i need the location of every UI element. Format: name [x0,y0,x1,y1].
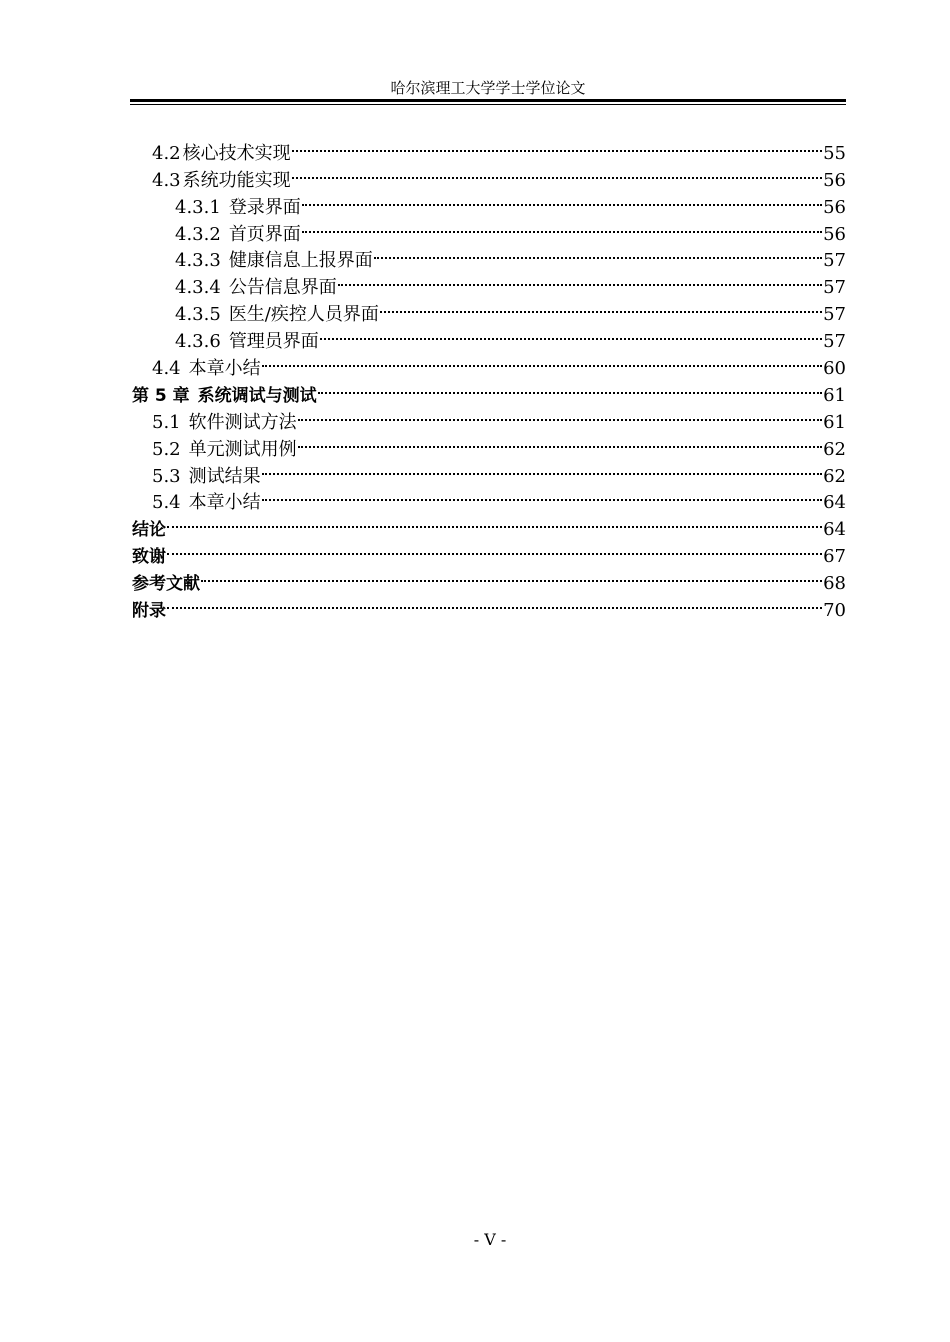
toc-entry-label [132,598,166,625]
toc-entry-title: 本章小结 [188,492,261,514]
toc-entry-title: 附录 [132,601,166,622]
toc-entry-number: 5.3 [152,465,181,487]
header-rule-thick [130,99,846,102]
toc-entry-label [175,222,301,249]
toc-entry-title: 致谢 [132,547,166,568]
toc-entry-title: 结论 [132,520,166,541]
toc-entry-label [152,168,291,195]
toc-entry-title: 软件测试方法 [188,411,297,433]
toc-entry[interactable] [132,562,846,595]
toc-entry-label [152,141,291,168]
toc-entry-number: 4.4 [152,358,181,380]
toc-entry-label [152,464,261,491]
header-rule-thin [130,104,846,105]
toc-entry-title: 系统功能实现 [182,169,291,191]
toc-entry-page: 61 [823,411,846,433]
toc-entry-label [175,195,301,222]
toc-entry-page: 57 [823,250,846,272]
toc-entry-title: 系统调试与测试 [197,385,317,406]
table-of-contents [132,132,846,622]
toc-dot-leader [167,589,822,616]
toc-dot-leader [262,482,822,509]
toc-entry-page: 57 [823,304,846,326]
toc-entry[interactable] [132,589,846,622]
toc-dot-leader [298,401,822,428]
toc-entry[interactable] [132,132,846,164]
toc-entry-number: 4.3.3 [175,250,221,272]
toc-dot-leader [338,266,822,293]
toc-dot-leader [320,320,822,347]
toc-entry-number: 4.3.4 [175,277,221,299]
toc-entry-page: 64 [823,519,846,541]
toc-entry-label [152,410,297,437]
toc-entry-page: 67 [823,546,846,568]
toc-entry-number: 5.2 [152,438,181,460]
toc-dot-leader [292,132,822,159]
toc-entry-page: 57 [823,277,846,299]
toc-entry-page: 68 [823,573,846,595]
page-number: - V - [473,1230,507,1249]
toc-entry-page: 64 [823,492,846,514]
toc-entry-page: 56 [823,223,846,245]
toc-entry-label [152,356,261,383]
toc-entry-page: 62 [823,438,846,460]
toc-entry-number: 4.3.1 [175,196,221,218]
toc-entry-title: 健康信息上报界面 [228,250,373,272]
toc-entry-page: 57 [823,331,846,353]
toc-entry-number: 4.2 [152,142,181,164]
toc-dot-leader [167,508,822,535]
toc-entry-number: 5.4 [152,492,181,514]
toc-entry[interactable] [132,508,846,541]
toc-entry-label [175,275,337,302]
toc-entry-title: 核心技术实现 [182,142,291,164]
toc-entry-label [132,383,317,410]
toc-entry-title: 参考文献 [132,574,200,595]
toc-entry-number: 4.3.6 [175,331,221,353]
toc-dot-leader [201,562,822,589]
toc-entry-number: 4.3.2 [175,223,221,245]
toc-entry-page: 70 [823,600,846,622]
toc-entry-number: 4.3 [152,169,181,191]
toc-entry-label [132,544,166,571]
toc-entry-page: 56 [823,169,846,191]
toc-entry-page: 62 [823,465,846,487]
toc-entry-page: 61 [823,384,846,406]
toc-dot-leader [302,213,822,240]
toc-entry-title: 测试结果 [188,465,261,487]
toc-entry-page: 55 [823,142,846,164]
toc-entry-number: 4.3.5 [175,304,221,326]
toc-entry-page: 56 [823,196,846,218]
toc-dot-leader [167,535,822,562]
toc-dot-leader [302,186,822,213]
toc-entry-page: 60 [823,358,846,380]
toc-entry-title: 登录界面 [228,196,301,218]
toc-entry[interactable] [132,535,846,568]
toc-entry-number: 5.1 [152,411,181,433]
toc-entry-title: 医生/疾控人员界面 [228,304,379,326]
toc-dot-leader [262,455,822,482]
toc-dot-leader [374,240,822,267]
toc-entry-label [132,517,166,544]
toc-dot-leader [380,293,822,320]
toc-dot-leader [298,428,822,455]
page-header-title: 哈尔滨理工大学学士学位论文 [390,79,586,97]
toc-entry-title: 首页界面 [228,223,301,245]
toc-dot-leader [292,159,822,186]
toc-entry-title: 管理员界面 [228,331,319,353]
toc-entry-title: 单元测试用例 [188,438,297,460]
toc-entry-title: 公告信息界面 [228,277,337,299]
toc-entry-number: 第 5 章 [132,385,190,406]
toc-dot-leader [262,347,822,374]
toc-entry-title: 本章小结 [188,358,261,380]
toc-dot-leader [318,374,822,401]
